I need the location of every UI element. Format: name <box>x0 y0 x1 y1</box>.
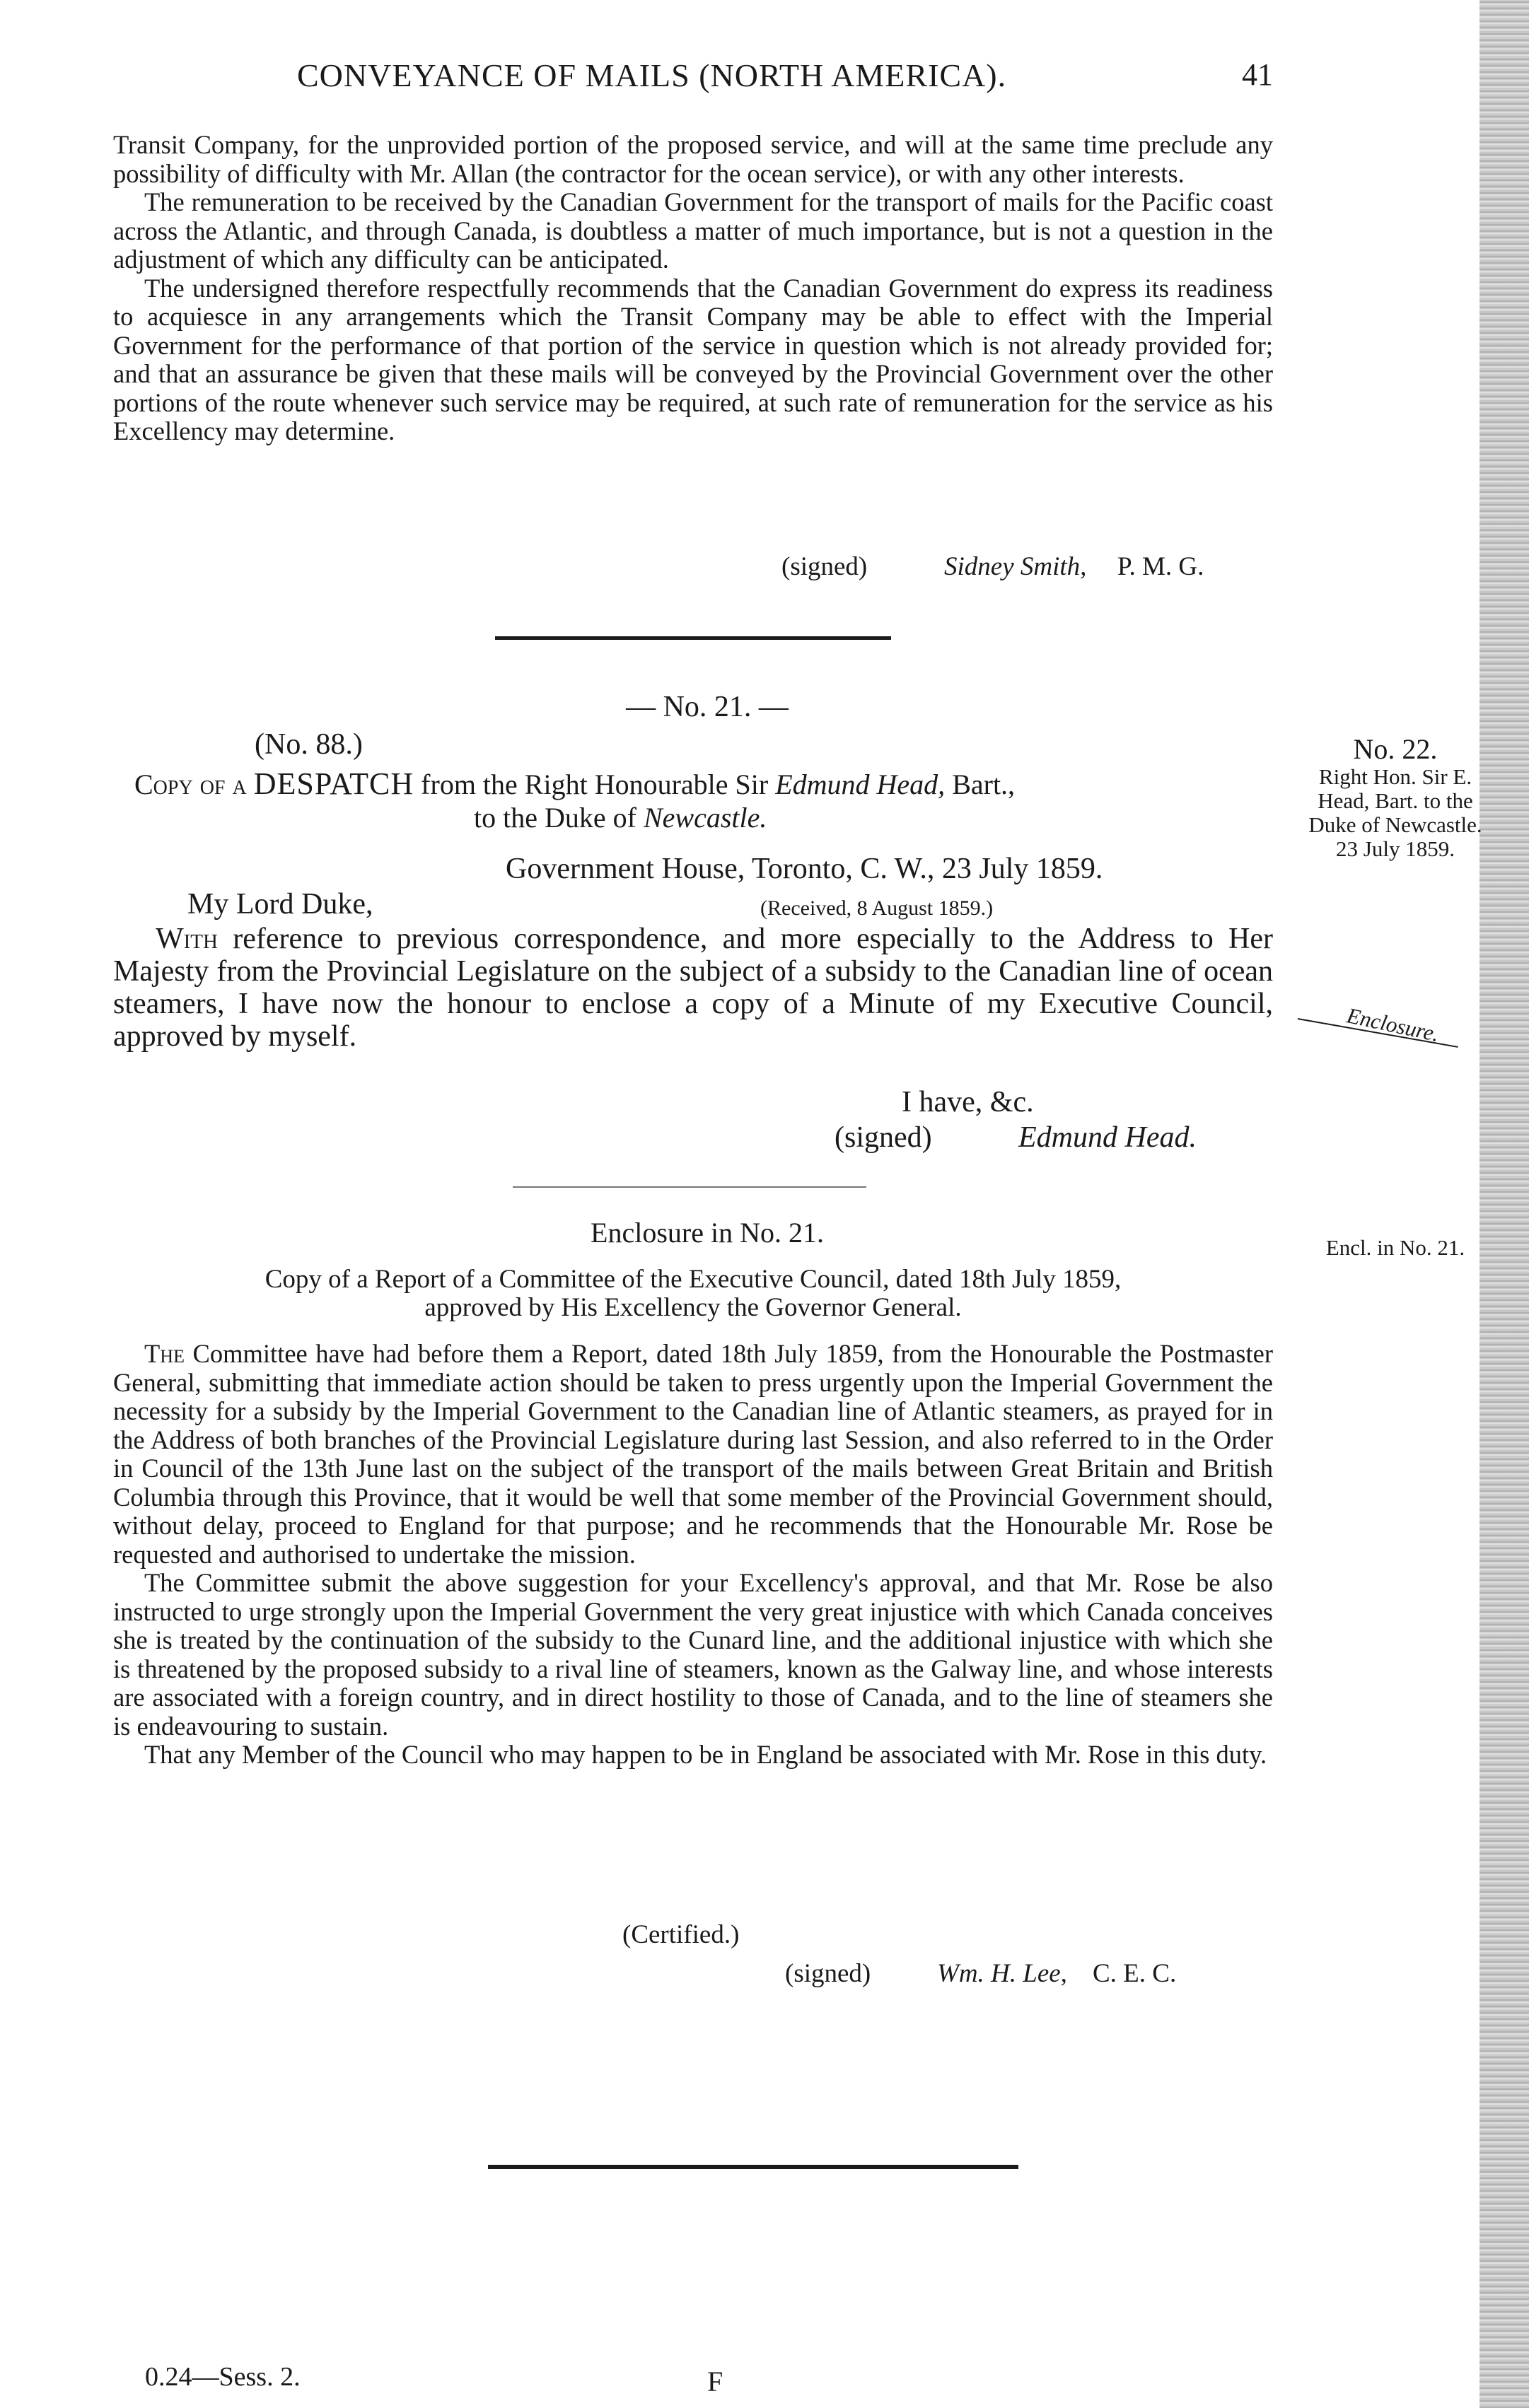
margin-no22-heading: No. 22. <box>1353 733 1438 765</box>
from-suffix: Bart., <box>952 768 1016 800</box>
paragraph: The remuneration to be received by the Canadian Government for the transport of mails for the Pacific coast across the Atlantic, and through Canada, is doubtless a matter of much importance, but is not a question in the adjustment of which any difficulty can be anticipated. <box>113 187 1273 274</box>
to-name: Newcastle. <box>643 802 767 834</box>
enclosure-body <box>113 1340 1273 1770</box>
margin-no22-line: Head, Bart. to the <box>1318 788 1473 813</box>
enclosure-signatory: Wm. H. Lee, <box>937 1959 1067 1988</box>
body-text: reference to previous correspondence, and more especially to the Address to Her Majesty from the Provincial Legislature on the subject of a subsidy to the Canadian line of ocean steamers, I have now the honour to enclose a copy of a Minute of my Executive Council, approved by myself. <box>113 923 1273 1053</box>
enclosure-title-line2: approved by His Excellency the Governor General. <box>424 1293 962 1322</box>
section-divider <box>495 636 891 640</box>
margin-no22-line: Right Hon. Sir E. <box>1318 764 1472 789</box>
despatch-sub-number: (No. 88.) <box>255 728 363 761</box>
enclosure-title-line1: Copy of a Report of a Committee of the Executive Council, dated 18th July 1859, <box>264 1265 1122 1294</box>
footer-signature-mark: F <box>707 2366 723 2397</box>
despatch-signatory: Edmund Head. <box>1018 1121 1197 1154</box>
despatch-closing: I have, &c. <box>902 1086 1034 1118</box>
despatch-received: (Received, 8 August 1859.) <box>760 896 994 920</box>
signatory-title: P. M. G. <box>1117 552 1204 581</box>
despatch-number-heading: — No. 21. — <box>626 691 789 723</box>
margin-no22-line: 23 July 1859. <box>1336 836 1455 861</box>
margin-enclosure-label: Enclosure. <box>1344 1003 1442 1047</box>
paragraph: Transit Company, for the unprovided portion of the proposed service, and will at the same time preclude any possibility of difficulty with Mr. Allan (the contractor for the ocean service), or with any other interests. <box>113 130 1273 188</box>
signed-word: (signed) <box>835 1121 932 1154</box>
paragraph <box>113 1340 1273 1569</box>
copy-prefix: Copy of a <box>134 768 247 800</box>
to-prefix: to the Duke of <box>474 802 636 834</box>
enclosure-signatory-title: C. E. C. <box>1093 1959 1177 1988</box>
despatch-title <box>134 767 1273 802</box>
despatch-dateline: Government House, Toronto, C. W., 23 July 1859. <box>506 853 1103 885</box>
paragraph: The Committee submit the above suggestion for your Excellency's approval, and that Mr. Rose be also instructed to urge strongly upon the Imperial Government the very great injustice with which Canada conceives she is treated by the continuation of the subsidy to the Cunard line, and the additional injustice with which she is threatened by the proposed subsidy to a rival line of steamers, known as the Galway line, and whose interests are associated with a foreign country, and in direct hostility to those of Canada, and to the line of steamers she is endeavouring to sustain. <box>113 1568 1273 1741</box>
margin-encl-ref: Encl. in No. 21. <box>1325 1235 1465 1260</box>
page-edge-shading <box>1479 0 1529 2408</box>
certified-note: (Certified.) <box>622 1920 740 1949</box>
from-text: from the Right Honourable Sir <box>421 768 769 800</box>
end-rule <box>488 2165 1018 2169</box>
despatch-word: DESPATCH <box>253 766 414 801</box>
page-number: 41 <box>1242 57 1273 92</box>
paragraph-text: Committee have had before them a Report, dated 18th July 1859, from the Honourable the Postmaster General, submitting that immediate action should be taken to press urgently upon the Imperial Government the necessity for a subsidy by the Imperial Government to the Canadian line of Atlantic steamers, as prayed for in the Address of both branches of the Provincial Legislature during last Session, and also referred to in the Order in Council of the 13th June last on the subject of the transport of the mails between Great Britain and British Columbia through this Province, that it would be well that some member of the Provincial Government should, without delay, proceed to England for that purpose; and he recommends that the Honourable Mr. Rose be requested and authorised to undertake the mission. <box>113 1339 1273 1569</box>
running-header <box>113 57 1273 106</box>
despatch-recipient <box>474 801 767 835</box>
signed-word: (signed) <box>781 552 868 581</box>
top-section <box>113 131 1273 446</box>
margin-no22-line: Duke of Newcastle. <box>1308 812 1482 837</box>
despatch-salutation: My Lord Duke, <box>187 888 373 920</box>
signed-word: (signed) <box>785 1959 871 1988</box>
signatory-name: Sidney Smith, <box>944 552 1087 581</box>
paragraph: The undersigned therefore respectfully recommends that the Canadian Government do express its readiness to acquiesce in any arrangements which the Transit Company may be able to effect with the Imperial Government for the performance of that portion of the service in question which is not already provided for; and that an assurance be given that these mails will be conveyed by the Provincial Government over the other portions of the route whenever such service may be required, at such rate of remuneration for the service as his Excellency may determine. <box>113 273 1273 445</box>
footer-session-ref: 0.24—Sess. 2. <box>145 2362 301 2392</box>
enclosure-heading: Enclosure in No. 21. <box>591 1217 824 1249</box>
header-title: CONVEYANCE OF MAILS (NORTH AMERICA). <box>297 57 1007 93</box>
from-name: Edmund Head, <box>775 768 946 800</box>
paragraph-lead: The <box>144 1339 185 1368</box>
despatch-body <box>113 923 1273 1053</box>
paragraph: That any Member of the Council who may happen to be in England be associated with Mr. Rose in this duty. <box>144 1740 1267 1769</box>
margin-note-no22 <box>1279 734 1512 861</box>
body-lead: With <box>156 923 218 955</box>
section-divider <box>513 1186 866 1188</box>
